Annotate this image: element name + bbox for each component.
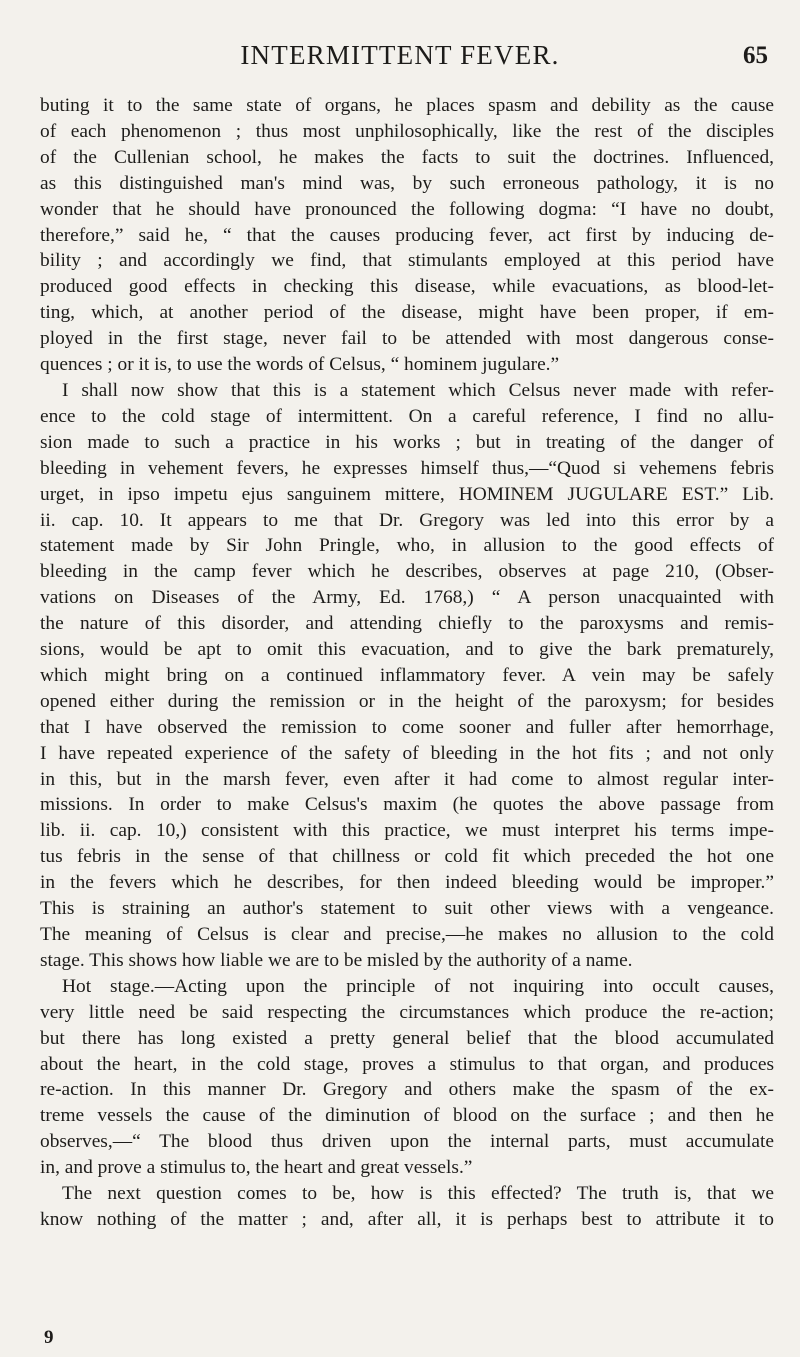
- text-line: bleeding in the camp fever which he describes, observes at page 210, (Obser-: [40, 561, 774, 583]
- text-line: of the Cullenian school, he makes the facts to suit the doctrines. Influenced,: [40, 146, 774, 168]
- page-number: 65: [743, 42, 768, 69]
- text-line: wonder that he should have pronounced the following dogma: “I have no doubt,: [40, 198, 774, 220]
- text-line: stage. This shows how liable we are to be misled by the authority of a name.: [40, 949, 633, 971]
- text-line: therefore,” said he, “ that the causes producing fever, act first by inducing de-: [40, 224, 774, 246]
- text-line: about the heart, in the cold stage, proves a stimulus to that organ, and produces: [40, 1053, 774, 1075]
- text-line: in this, but in the marsh fever, even after it had come to almost regular inter-: [40, 768, 774, 790]
- text-line: that I have observed the remission to come sooner and fuller after hemorrhage,: [40, 716, 774, 738]
- text-line: I shall now show that this is a statement which Celsus never made with refer-: [62, 379, 774, 401]
- text-line: missions. In order to make Celsus's maxim (he quotes the above passage from: [40, 794, 774, 816]
- text-line: urget, in ipso impetu ejus sanguinem mittere, HOMINEM JUGULARE EST.” Lib.: [40, 483, 774, 505]
- text-line: produced good effects in checking this disease, while evacuations, as blood-let-: [40, 276, 774, 298]
- text-line: quences ; or it is, to use the words of Celsus, “ hominem jugulare.”: [40, 354, 560, 376]
- running-title: INTERMITTENT FEVER.: [240, 40, 560, 70]
- text-line: This is straining an author's statement to suit other views with a vengeance.: [40, 898, 774, 920]
- text-line: re-action. In this manner Dr. Gregory and others make the spasm of the ex-: [40, 1079, 774, 1101]
- text-line: treme vessels the cause of the diminution of blood on the surface ; and then he: [40, 1105, 774, 1127]
- text-line: the nature of this disorder, and attending chiefly to the paroxysms and remis-: [40, 613, 774, 635]
- text-line: vations on Diseases of the Army, Ed. 1768,) “ A person unacquainted with: [40, 587, 774, 609]
- text-line: sion made to such a practice in his works ; but in treating of the danger of: [40, 431, 774, 453]
- text-line: of each phenomenon ; thus most unphilosophically, like the rest of the disciples: [40, 120, 774, 142]
- text-line: opened either during the remission or in the height of the paroxysm; for besides: [40, 690, 774, 712]
- text-line: tus febris in the sense of that chillness or cold fit which preceded the hot one: [40, 846, 774, 868]
- text-line: lib. ii. cap. 10,) consistent with this practice, we must interpret his terms impe-: [40, 820, 774, 842]
- text-line: observes,—“ The blood thus driven upon the internal parts, must accumulate: [40, 1131, 774, 1153]
- text-line: bility ; and accordingly we find, that stimulants employed at this period have: [40, 250, 774, 272]
- text-line: ii. cap. 10. It appears to me that Dr. Gregory was led into this error by a: [40, 509, 774, 531]
- text-line: in, and prove a stimulus to, the heart and great vessels.”: [40, 1157, 473, 1179]
- body-text: [40, 93, 774, 1233]
- signature-mark: 9: [44, 1327, 54, 1348]
- text-line: ployed in the first stage, never fail to be attended with most dangerous conse-: [40, 328, 774, 350]
- text-line: know nothing of the matter ; and, after all, it is perhaps best to attribute it to: [40, 1208, 774, 1230]
- text-line: but there has long existed a pretty general belief that the blood accumulated: [40, 1027, 774, 1049]
- text-line: which might bring on a continued inflammatory fever. A vein may be safely: [40, 664, 774, 686]
- text-line: I have repeated experience of the safety of bleeding in the hot fits ; and not only: [40, 742, 774, 764]
- text-line: buting it to the same state of organs, he places spasm and debility as the cause: [40, 95, 774, 116]
- text-line: statement made by Sir John Pringle, who, in allusion to the good effects of: [40, 535, 774, 557]
- text-line: The meaning of Celsus is clear and precise,—he makes no allusion to the cold: [40, 924, 774, 945]
- text-line: ence to the cold stage of intermittent. On a careful reference, I find no allu-: [40, 405, 774, 427]
- text-line: very little need be said respecting the circumstances which produce the re-action;: [40, 1001, 774, 1023]
- text-line: as this distinguished man's mind was, by such erroneous pathology, it is no: [40, 172, 774, 194]
- text-line: Hot stage.—Acting upon the principle of not inquiring into occult causes,: [62, 975, 774, 997]
- page-header: [0, 40, 800, 80]
- text-line: bleeding in vehement fevers, he expresses himself thus,—“Quod si vehemens febris: [40, 457, 774, 479]
- text-line: sions, would be apt to omit this evacuation, and to give the bark prematurely,: [40, 639, 774, 661]
- text-line: ting, which, at another period of the disease, might have been proper, if em-: [40, 302, 774, 324]
- text-line: in the fevers which he describes, for then indeed bleeding would be improper.”: [40, 872, 774, 894]
- text-line: The next question comes to be, how is this effected? The truth is, that we: [62, 1183, 774, 1205]
